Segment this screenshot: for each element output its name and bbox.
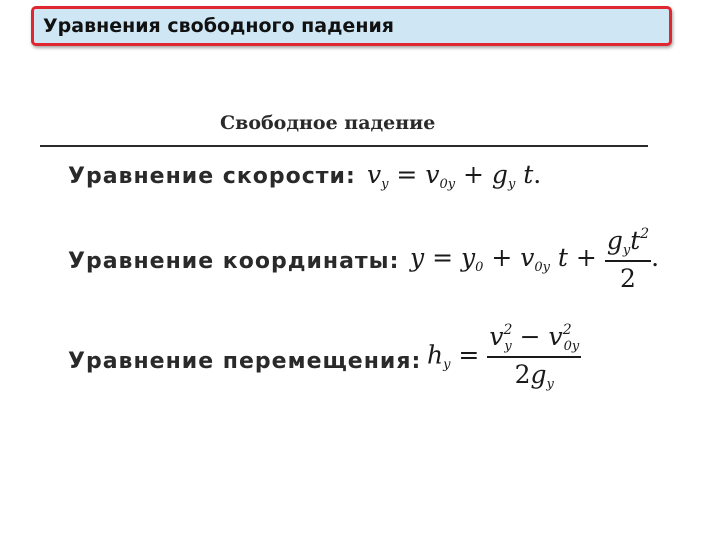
velocity-equation-label: Уравнение скорости:: [68, 164, 356, 189]
table-heading: Свободное падение: [220, 112, 436, 134]
displacement-equation: $h_y$ = $\frac{v^2_y - v^2_{0y}}{2g_y}$: [427, 322, 580, 392]
table-divider: [40, 145, 648, 147]
displacement-fraction: $\frac{v^2_y - v^2_{0y}}{2g_y}$: [489, 322, 580, 392]
displacement-equation-label: Уравнение перемещения:: [68, 349, 422, 374]
velocity-equation: $v_y = v_{0y} + g_y$ t.: [367, 160, 542, 192]
coordinate-fraction: $\frac{g_yt^2}{2}$: [606, 226, 650, 293]
coordinate-equation-label: Уравнение координаты:: [68, 249, 400, 274]
slide-title: Уравнения свободного падения: [43, 15, 394, 37]
coordinate-equation: $y = y_0 + v_{0y}$ t + $\frac{g_yt^2}{2}$ .: [410, 226, 660, 293]
